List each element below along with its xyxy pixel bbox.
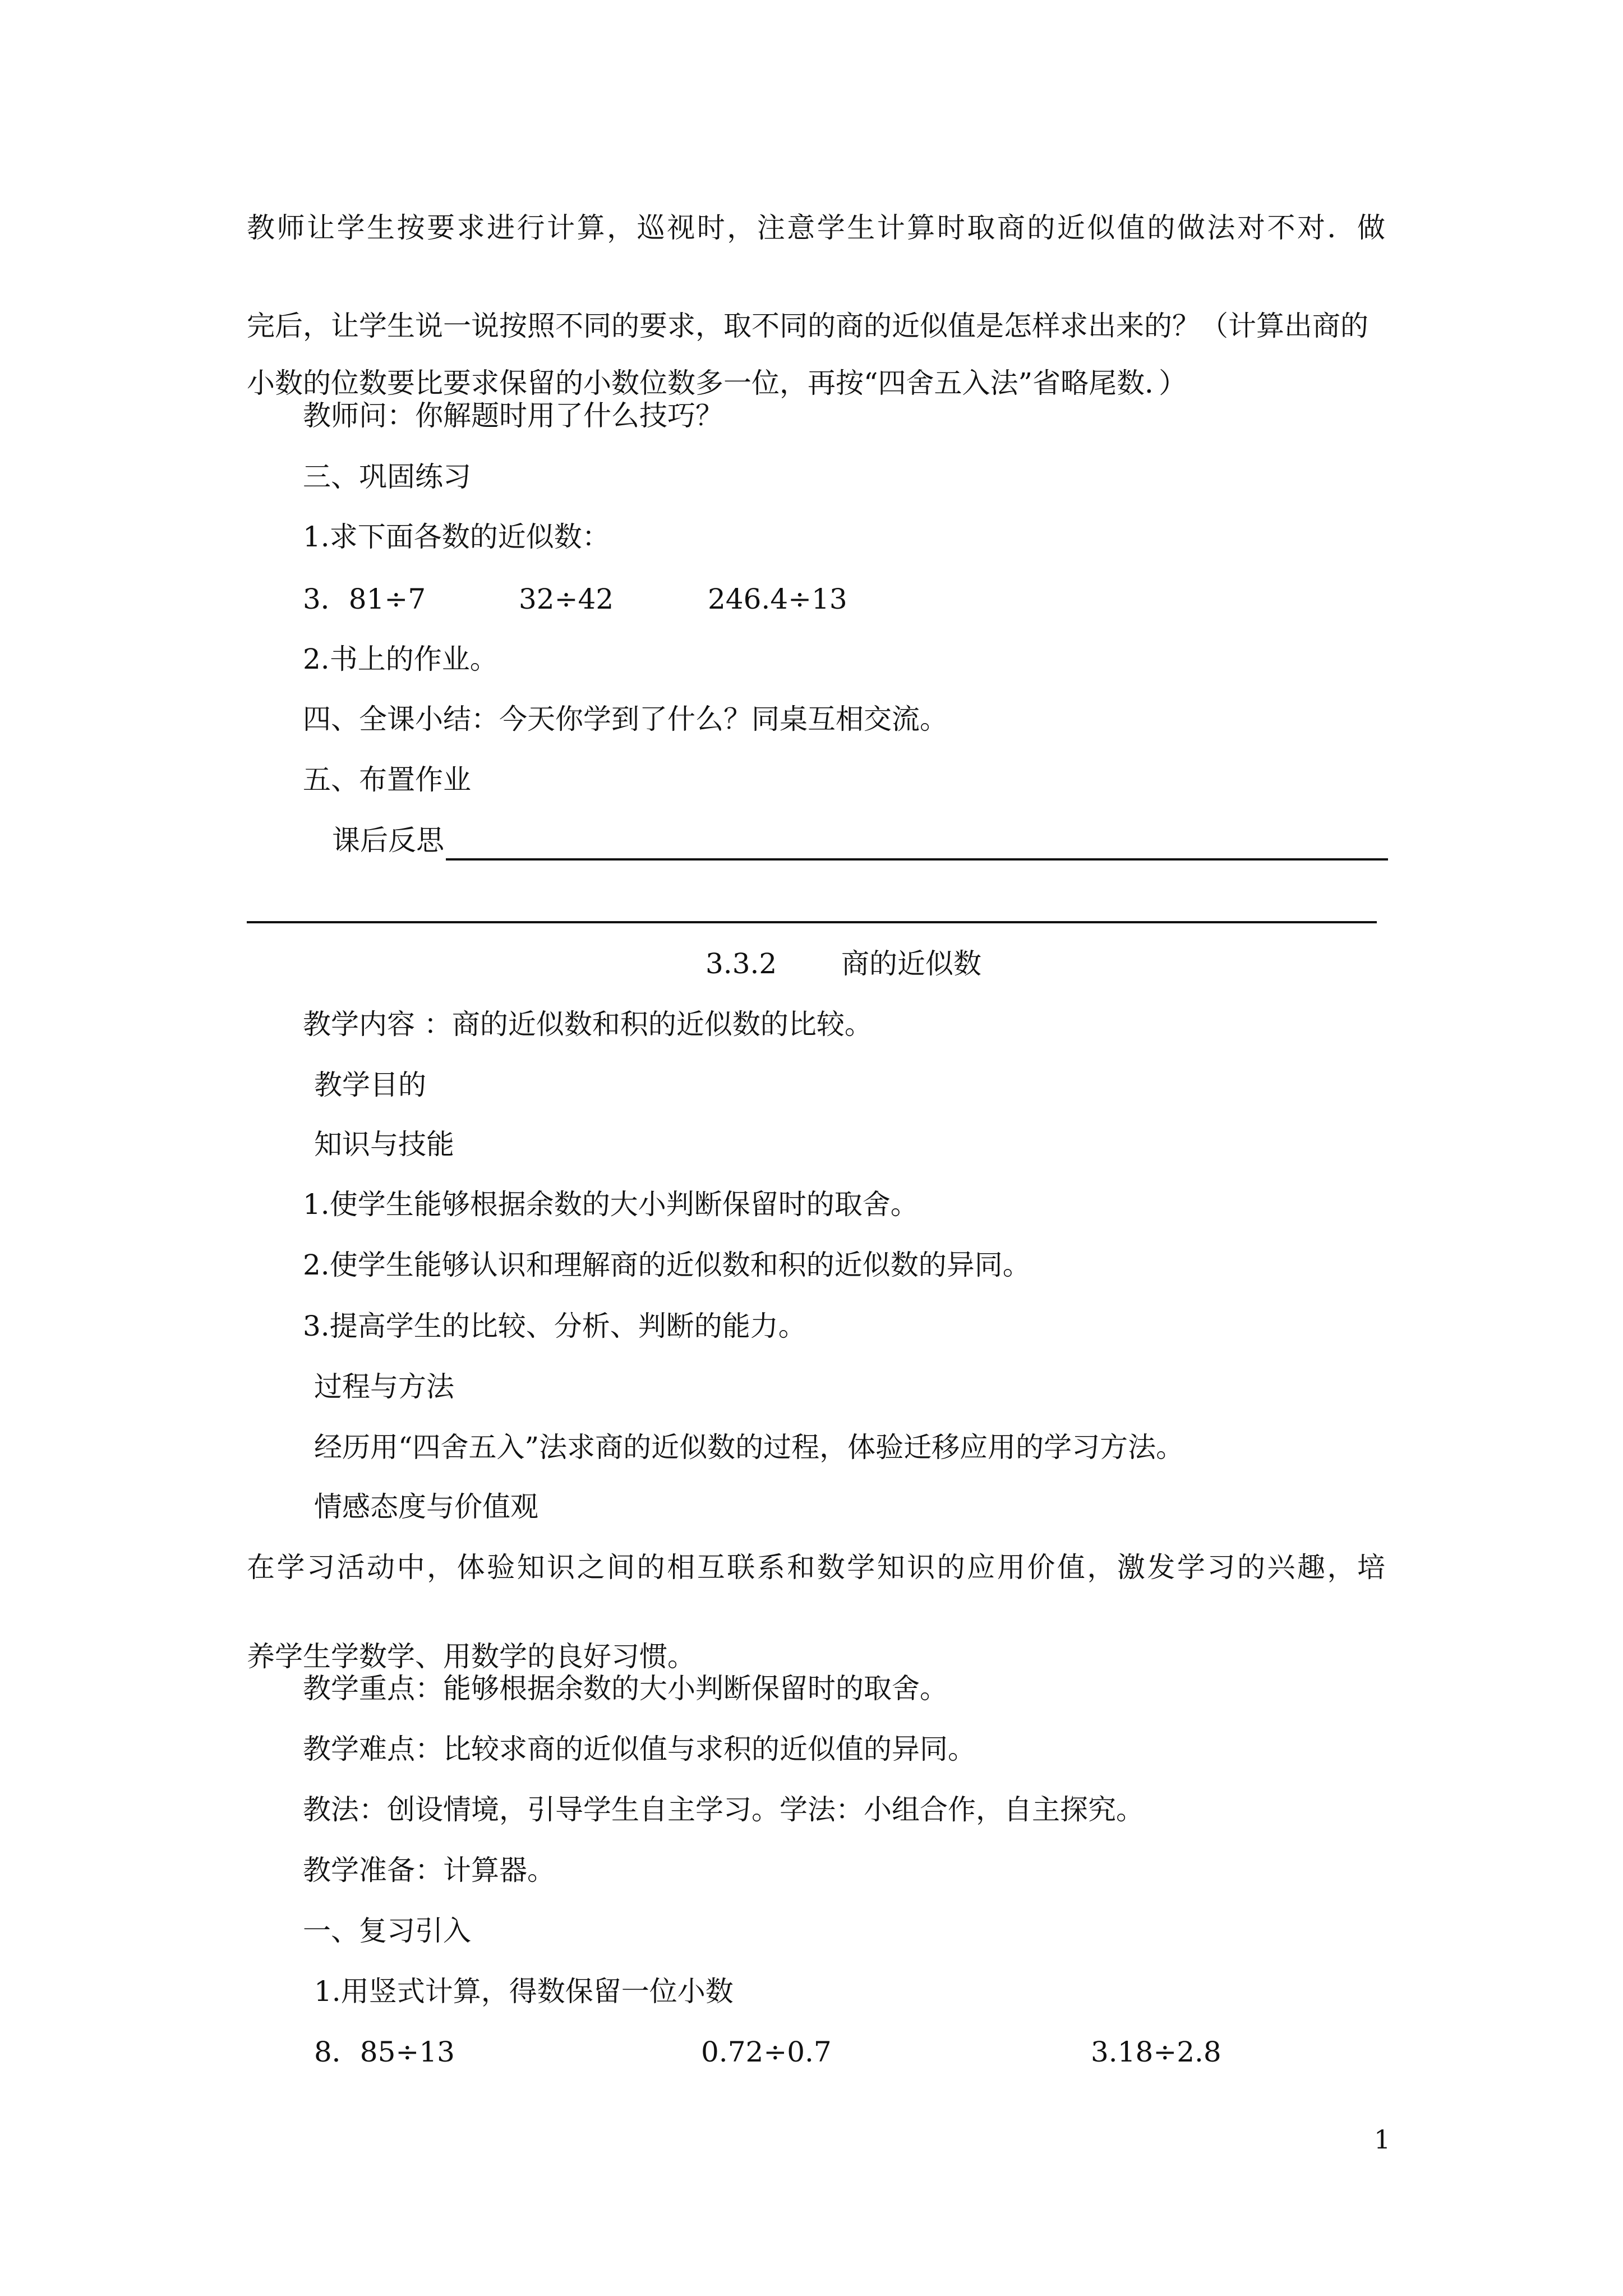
goal-item: 2.使学生能够认识和理解商的近似数和积的近似数的异同。 xyxy=(303,1249,1031,1281)
reflection-label: 课后反思 xyxy=(332,824,444,857)
subheading: 过程与方法 xyxy=(314,1370,454,1403)
exercise-item: 1.求下面各数的近似数： xyxy=(303,521,610,553)
paragraph-line: 在学习活动中，体验知识之间的相互联系和数学知识的应用价值，激发学习的兴趣，培 xyxy=(247,1551,1385,1584)
paragraph-line: 完后，让学生说一说按照不同的要求，取不同的商的近似值是怎样求出来的？（计算出商的 xyxy=(247,310,1368,342)
teacher-question: 教师问：你解题时用了什么技巧？ xyxy=(303,399,723,432)
exercise-expression: 32÷42 xyxy=(519,583,614,615)
review-item: 1.用竖式计算，得数保留一位小数 xyxy=(314,1975,734,2008)
section-heading: 四、全课小结：今天你学到了什么？同桌互相交流。 xyxy=(303,703,948,735)
paragraph-line: 小数的位数要比要求保留的小数位数多一位，再按“四舍五入法”省略尾数．） xyxy=(247,367,1187,399)
key-point: 教学重点：能够根据余数的大小判断保留时的取舍。 xyxy=(303,1672,948,1705)
section-heading: 三、巩固练习 xyxy=(303,461,471,493)
paragraph-line: 教师让学生按要求进行计算，巡视时，注意学生计算时取商的近似值的做法对不对．做 xyxy=(247,211,1385,244)
methods: 教法：创设情境，引导学生自主学习。学法：小组合作，自主探究。 xyxy=(303,1793,1144,1826)
exercise-expression: 8．85÷13 xyxy=(314,2036,455,2068)
reflection-underline xyxy=(446,858,1388,861)
lesson-content: 教学内容 ：商的近似数和积的近似数的比较。 xyxy=(303,1008,873,1041)
subheading: 知识与技能 xyxy=(314,1128,454,1161)
goal-item: 1.使学生能够根据余数的大小判断保留时的取舍。 xyxy=(303,1188,919,1221)
section-divider xyxy=(247,921,1377,923)
exercise-expression: 246.4÷13 xyxy=(708,583,847,615)
section-heading: 五、布置作业 xyxy=(303,763,471,796)
lesson-number: 3.3.2 xyxy=(706,947,777,980)
page-number: 1 xyxy=(1374,2124,1391,2155)
exercise-item: 2.书上的作业。 xyxy=(303,643,498,675)
exercise-expression: 3．81÷7 xyxy=(303,583,426,615)
exercise-expression: 0.72÷0.7 xyxy=(701,2036,832,2068)
subheading: 情感态度与价值观 xyxy=(314,1490,538,1523)
subheading: 教学目的 xyxy=(314,1069,426,1101)
preparation: 教学准备：计算器。 xyxy=(303,1854,555,1887)
lesson-title-text: 商的近似数 xyxy=(841,947,981,980)
exercise-expression: 3.18÷2.8 xyxy=(1091,2036,1221,2068)
difficulty: 教学难点：比较求商的近似值与求积的近似值的异同。 xyxy=(303,1733,976,1765)
paragraph-line: 养学生学数学、用数学的良好习惯。 xyxy=(247,1640,695,1673)
goal-item: 3.提高学生的比较、分析、判断的能力。 xyxy=(303,1310,806,1342)
section-heading: 一、复习引入 xyxy=(303,1915,471,1947)
process-text: 经历用“四舍五入”法求商的近似数的过程，体验迁移应用的学习方法。 xyxy=(314,1431,1184,1464)
